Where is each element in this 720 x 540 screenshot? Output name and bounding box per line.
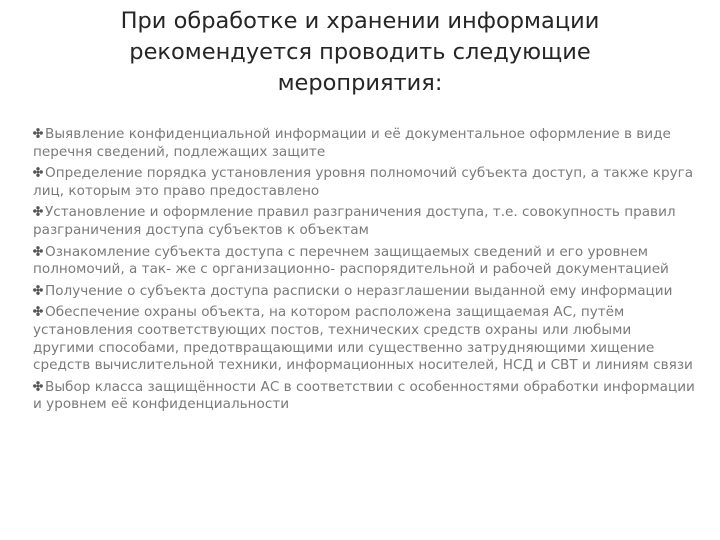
list-item-text: Ознакомление субъекта доступа с перечнем защищаемых сведений и его уровнем полномочий, а так- же с организационно- распорядительной и рабочей документацией (33, 243, 669, 278)
list-item (33, 283, 695, 301)
list-item (33, 204, 695, 239)
slide-title (60, 6, 660, 99)
diamond-bullet-icon (33, 167, 43, 177)
diamond-bullet-icon (33, 285, 43, 295)
list-item-text: Установление и оформление правил разграничения доступа, т.е. совокупность правил разграничения доступа субъектов к объектам (33, 204, 676, 238)
bullet-list (33, 126, 695, 418)
list-item-text: Определение порядка установления уровня полномочий субъекта доступ, а также круга лиц, которым это право предоставлено (33, 165, 694, 199)
list-item-text: Выявление конфиденциальной информации и её документальное оформление в виде перечня сведений, подлежащих защите (33, 126, 671, 160)
list-item (33, 304, 695, 374)
list-item (33, 126, 695, 161)
list-item-text: Обеспечение охраны объекта, на котором расположена защищаемая АС, путём установления соответствующих постов, технических средств охраны или любыми другими способами, предотвращающими или существенно затрудняющими хищение средств вычислительной техники, информационных носителей, НСД и СВТ и линиям связи (33, 304, 693, 374)
diamond-bullet-icon (33, 306, 43, 316)
diamond-bullet-icon (33, 381, 43, 391)
title-line-3: мероприятия: (277, 70, 443, 96)
list-item-text: Получение о субъекта доступа расписки о неразглашении выданной ему информации (45, 282, 673, 299)
list-item (33, 379, 695, 414)
title-line-2: рекомендуется проводить следующие (129, 39, 591, 65)
diamond-bullet-icon (33, 128, 43, 138)
list-item (33, 165, 695, 200)
diamond-bullet-icon (33, 246, 43, 256)
diamond-bullet-icon (33, 206, 43, 216)
list-item-text: Выбор класса защищённости АС в соответствии с особенностями обработки информации и уровнем её конфиденциальности (33, 378, 695, 413)
title-line-1: При обработке и хранении информации (120, 8, 600, 34)
list-item (33, 244, 695, 279)
